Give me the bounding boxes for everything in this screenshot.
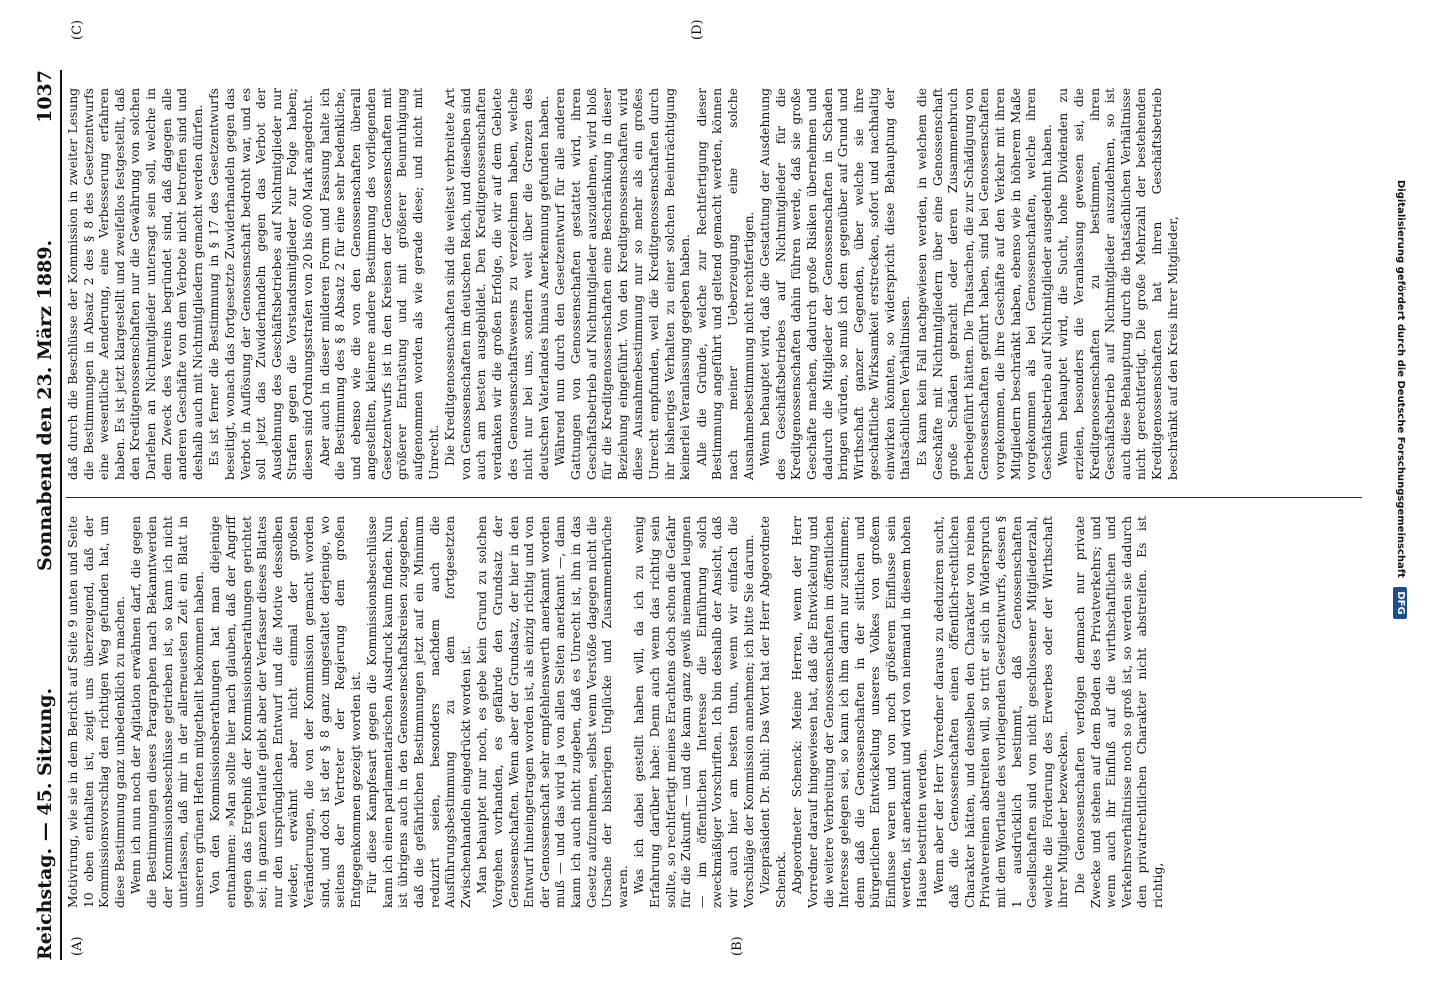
paragraph: Die Kreditgenossenschaften sind die weitest verbreitete Art von Genossenschaften im deutschen Reich, und dieselben sind auch am besten ausgebildet. Den Kreditgenossenschaften verdanken wir die großen Erfolge, die wir auf dem Gebiete des Genossenschaftswesens zu verzeichnen haben, welche nicht nur bei uns, sondern weit über die Grenzen des deutschen Vaterlandes hinaus Anerkennung gefunden haben. [443,88,551,480]
dfg-logo: DFG [1393,587,1407,618]
paragraph: Alle die Gründe, welche zur Rechtfertigung dieser Bestimmung angeführt und geltend gemacht werden, können nach meiner Ueberzeugung eine solche Ausnahmebestimmung nicht rechtfertigen. [694,88,756,480]
paragraph: Wenn ich nun noch der Agitation erwähnen darf, die gegen die Bestimmungen dieses Paragraphen nach Bekanntwerden der Kommissionsbeschlüsse getrieben ist, so kann ich nicht unterlassen, daß mir in der allerneuesten Zeit ein Blatt in unseren grünen Heften mitgetheilt bekommen haben. [129,516,206,908]
paragraph: Man behauptet nur noch, es gebe kein Grund zu solchen Vorgehen vorhanden, es gefährde den Grundsatz der Genossenschaften. Wenn aber der Grundsatz, der hier in den Entwurf hineingetragen worden ist, als einzig richtig und von der Genossenschaft sehr empfehlenswerth anerkannt worden muß — und das wird ja von allen Seiten anerkannt —, dann kann ich auch nicht zugeben, daß es Unrecht ist, ihn in das Gesetz aufzunehmen, selbst wenn Verstöße dagegen nicht die Ursache der bisherigen Unglücke und Zusammenbrüche waren. [475,516,630,908]
paragraph: daß durch die Beschlüsse der Kommission in zweiter Lesung die Bestimmungen in Absatz 2 des § 8 des Gesetzentwurfs eine wesentliche Aenderung, eine Verbesserung erfahren haben. Es ist jetzt klargestellt und zweifellos festgestellt, daß den Kreditgenossenschaften nur die Gewährung von solchen Darlehen an Nichtmitglieder untersagt sein soll, welche in dem Zweck des Vereins begründet sind, daß dagegen alle anderen Geschäfte von dem Verbote nicht betroffen sind und deshalb auch mit Nichtmitgliedern gemacht werden dürfen. [66,88,205,480]
paragraph: Während nun durch den Gesetzentwurf für alle anderen Gattungen von Genossenschaften gestattet wird, ihren Geschäftsbetrieb auf Nichtmitglieder auszudehnen, wird bloß für die Kreditgenossenschaften eine Beschränkung in dieser Beziehung eingeführt. Von den Kreditgenossenschaften wird diese Ausnahmebestimmung nur so mehr als ein großes Unrecht empfunden, weil die Kreditgenossenschaften durch ihr bisheriges Verhalten zu einer solchen Beeinträchtigung keinerlei Veranlassung gegeben haben. [553,88,693,480]
page-number: 1037 [34,70,56,123]
paragraph: Von den Kommissionsberathungen hat man diejenige entnahmen: »Man sollte hier nach glauben, daß der Angriff gegen das Ergebniß der Kommissionsberathungen gerichtet sei; in ganzen Verlaufe giebt aber der Verfasser dieses Blattes nur den ursprünglichen Entwurf und die Motive desselben wieder, erwähnt aber nicht einmal der großen Veränderungen, die von der Kommission gemacht worden sind, und doch ist der § 8 ganz umgestaltet derjenige, wo seitens der Vertreter der Regierung dem großen Entgegenkommen gezeigt worden ist. [208,516,363,908]
speaker-paragraph: Vizepräsident Dr. Buhl: Das Wort hat der Herr Abgeordnete Schenck. [758,516,788,908]
column-divider [66,497,1362,498]
speaker-paragraph: Abgeordneter Schenck: Meine Herren, wenn der Herr Vorredner darauf hingewiesen hat, daß die Entwickelung und die weitere Verbreitung der Genossenschaften im öffentlichen Interesse gelegen sei, so kann ich ihm darin nur zustimmen; denn daß die Genossenschaften in der sittlichen und bürgerlichen Entwickelung unseres Volkes von großem Einflusse waren und von noch größerem Einflusse sein werden, ist anerkannt und wird von niemand in diesem hohen Hause bestritten werden. [790,516,930,908]
paragraph: Was ich dabei gestellt haben will, da ich zu wenig Erfahrung darüber habe: Denn auch wenn das richtig sein sollte, so rechtfertigt meines Erachtens doch schon die Gefahr für die Zukunft — und die kann ganz gewiß niemand leugnen — im öffentlichen Interesse die Einführung solch zweckmäßiger Vorschriften. Ich bin deshalb der Ansicht, daß wir auch hier am besten thun, wenn wir einfach die Vorschläge der Kommission annehmen; ich bitte Sie darum. [632,516,756,908]
right-column [66,88,1364,480]
paragraph: Die Genossenschaften verfolgen demnach nur private Zwecke und stehen auf dem Boden des Privatverkehrs; und wenn auch ihr Einfluß auf die wirthschaftlichen und Verkehrsverhältnisse noch so groß ist, so werden sie dadurch den privatrechtlichen Charakter nicht abstreifen. Es ist richtig, [1073,516,1165,908]
running-header [22,70,62,960]
header-date: Sonnabend den 23. März 1889. [34,239,56,571]
paragraph: Wenn behauptet wird, daß die Gestattung der Ausdehnung des Geschäftsbetriebes auf Nichtmitglieder für die Kreditgenossenschaften dahin führen werde, daß sie große Geschäfte machen, dadurch große Risiken übernehmen und dadurch die Mitglieder der Genossenschaften in Schaden bringen würden, so muß ich dem gegenüber auf Grund und Wirthschaft ganzer Gegenden, über welche sie ihre geschäftliche Wirksamkeit erstrecken, sofort und nachhaltig einwirken könnten, so widerspricht diese Behauptung der thatsächlichen Verhältnissen. [758,88,913,480]
paragraph: Es kann kein Fall nachgewiesen werden, in welchem die Geschäfte mit Nichtmitgliedern über eine Genossenschaft große Schäden gebracht oder deren Zusammenbruch herbeigeführt hätten. Die Thatsachen, die zur Schädigung von Genossenschaften geführt haben, sind bei Genossenschaften vorgekommen, die ihre Geschäfte auf den Verkehr mit ihren Mitgliedern beschränkt haben, ebenso wie in höherem Maße vorgekommen als bei Genossenschaften, welche ihren Geschäftsbetrieb auf Nichtmitglieder ausgedehnt haben. [915,88,1054,480]
left-column [66,516,1364,908]
paragraph: Aber auch in dieser milderen Form und Fassung halte ich die Bestimmung des § 8 Absatz 2 für eine sehr bedenkliche, und ebenso wie die von den Genossenschaften überall angestellten, kleinere andere Bestimmung des vorliegenden Gesetzentwurfs ist in den Kreisen der Genossenschaften mit größerer Entrüstung und mit größerer Beunruhigung aufgenommen worden als wie gerade diese; und nicht mit Unrecht. [317,88,441,480]
paragraph: Wenn behauptet wird, die Sucht, hohe Dividenden zu erzielen, besonders die Veranlassung gewesen sei, die Kreditgenossenschaften zu bestimmen, ihren Geschäftsbetrieb auf Nichtmitglieder auszudehnen, so ist auch diese Behauptung durch die thatsächlichen Verhältnisse nicht gerechtfertigt. Die große Mehrzahl der bestehenden Kreditgenossenschaften hat ihren Geschäftsbetrieb beschränkt auf den Kreis ihrer Mitglieder, [1056,88,1180,480]
margin-marker-a: (A) [70,936,85,956]
paragraph: Es ist ferner die Bestimmung in § 17 des Gesetzentwurfs beseitigt, wonach das fortgesetzte Zuwiderhandeln gegen das Verbot in Auflösung der Genossenschaft bedroht war, und es soll jetzt das Zuwiderhandeln gegen das Verbot der Ausdehnung des Geschäftsbetriebes auf Nichtmitglieder nur Strafen gegen die Vorstandsmitglieder zur Folge haben; diesen sind Ordnungsstrafen von 20 bis 600 Mark angedroht. [207,88,315,480]
paragraph: Motivirung, wie sie in dem Bericht auf Seite 9 unten und Seite 10 oben enthalten ist, zeigt uns überzeugend, daß der Kommissionsvorschlag den richtigen Weg gefunden hat, um diese Bestimmung ganz unbedenklich zu machen. [66,516,127,908]
digitization-credit [1388,180,1412,820]
header-left: Reichstag. — 45. Sitzung. [34,687,56,960]
margin-marker-b: (B) [730,936,745,956]
credit-text: Digitalisierung gefördert durch die Deutsche Forschungsgemeinschaft [1395,180,1406,578]
margin-marker-d: (D) [690,19,705,40]
paragraph: Wenn aber der Herr Vorredner daraus zu deduziren sucht, daß die Genossenschaften einen öffentlich-rechtlichen Charakter hätten, und denselben den Charakter von reinen Privatvereinen abstreiten will, so tritt er sich in Widerspruch mit dem Wortlaute des vorliegenden Gesetzentwurfs, dessen § 1 ausdrücklich bestimmt, daß Genossenschaften Gesellschaften sind von nicht geschlossener Mitgliederzahl, welche die Förderung des Erwerbes oder der Wirthschaft ihrer Mitglieder bezwecken. [931,516,1071,908]
margin-marker-c: (C) [70,19,85,40]
paragraph: Für diese Kampfesart gegen die Kommissionsbeschlüsse kann ich einen parlamentarischen Ausdruck kaum finden. Nun ist übrigens auch in den Genossenschaftskreisen zugegeben, daß die gefährlichen Bestimmungen jetzt auf ein Minimum reduzirt seien, besonders nachdem auch die Ausführungsbestimmung zu dem fortgesetzten Zwischenhandeln eingedrückt worden ist. [365,516,473,908]
